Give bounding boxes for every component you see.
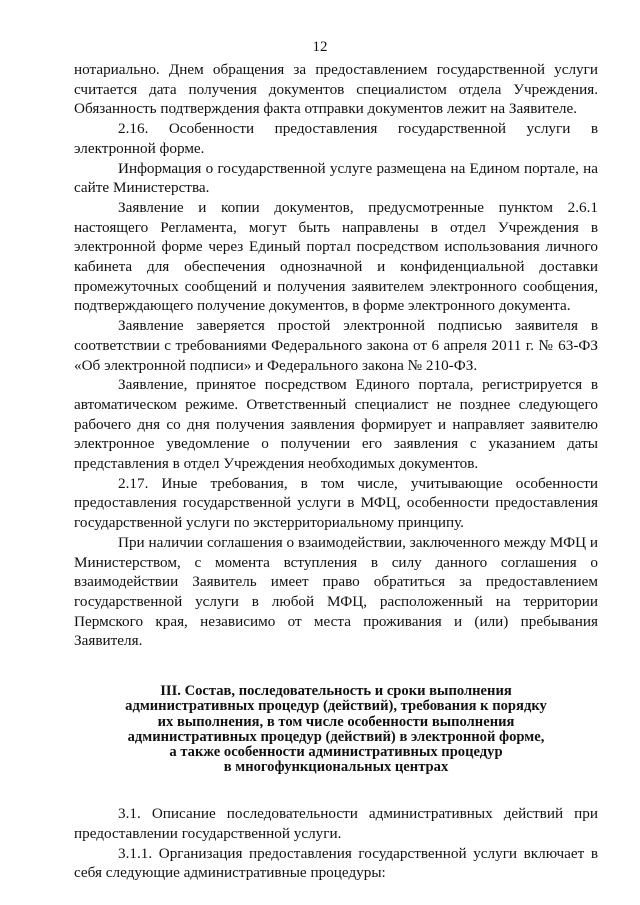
paragraphs-bottom [74,804,598,883]
section-title-line: административных процедур (действий) в электронной форме, [127,728,545,745]
paragraph: Заявление, принятое посредством Единого портала, регистрируется в автоматическом режиме. Ответственный специалист не позднее следующего рабочего дня со дня получения заявления формирует и направляет заявителю электронное уведомление о получении его заявления с указанием даты представления в отдел Учреждения необходимых документов. [74,376,598,473]
section-title-line: а также особенности административных процедур [169,743,503,760]
section-title-line: административных процедур (действий), требования к порядку [125,698,547,715]
paragraph: 2.17. Иные требования, в том числе, учитывающие особенности предоставления государственной услуги в МФЦ, особенности предоставления государственной услуги по экстерриториальному принципу. [74,474,598,532]
paragraph: Информация о государственной услуге размещена на Едином портале, на сайте Министерства. [74,159,598,197]
page-number: 12 [312,39,328,55]
paragraph: нотариально. Днем обращения за предоставлением государственной услуги считается дата получения документов специалистом отдела Учреждения. Обязанность подтверждения факта отправки документов лежит на Заявителе. [74,61,598,118]
section-title [74,684,598,775]
paragraphs-top [74,60,598,651]
paragraph: Заявление заверяется простой электронной подписью заявителя в соответствии с требованиями Федерального закона от 6 апреля 2011 г. № 63-ФЗ «Об электронной подписи» и Федерального закона № 210-ФЗ. [74,317,598,374]
paragraph: 3.1. Описание последовательности административных действий при предоставлении государственной услуги. [74,805,598,843]
section-title-line: их выполнения, в том числе особенности выполнения [157,713,515,730]
paragraph: 2.16. Особенности предоставления государственной услуги в электронной форме. [74,120,598,157]
paragraph: При наличии соглашения о взаимодействии, заключенного между МФЦ и Министерством, с момента вступления в силу данного соглашения о взаимодействии Заявитель имеет право обратиться за предоставлением государственной услуги в любой МФЦ, расположенный на территории Пермского края, независимо от места проживания и (или) пребывания Заявителя. [74,533,598,650]
section-title-line: в многофункциональных центрах [223,759,449,776]
paragraph: Заявление и копии документов, предусмотренные пунктом 2.6.1 настоящего Регламента, могут быть направлены в отдел Учреждения в электронной форме через Единый портал посредством использования личного кабинета для обеспечения однозначной и конфиденциальной доставки промежуточных сообщений и получения заявителем электронного сообщения, подтверждающего получение документов, в форме электронного документа. [74,198,598,315]
document-body [74,60,598,883]
paragraph: 3.1.1. Организация предоставления государственной услуги включает в себя следующие административные процедуры: [74,844,598,882]
section-title-line: III. Состав, последовательность и сроки выполнения [160,683,512,700]
